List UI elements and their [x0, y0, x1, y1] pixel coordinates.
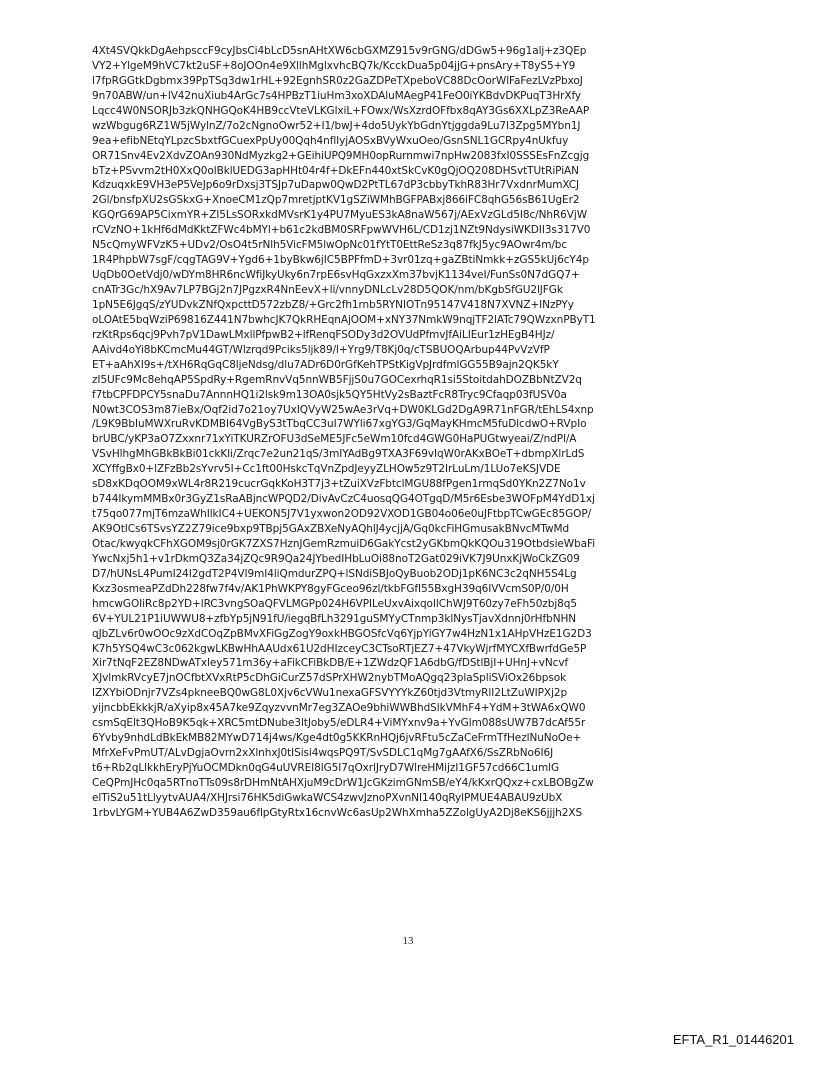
- text-line: N0wt3COS3m87ieBx/Oqf2id7o21oy7UxIQVyW25wAe3rVq+DW0KLGd2DgA9R71nFGR/tEhLS4xnp: [92, 403, 594, 416]
- text-line: Lqcc4W0NSORJb3zkQNHGQoK4HB9ccVteVLKGlxiL+FOwx/WsXzrdOFfbx8qAY3Gs6XXLpZ3ReAAP: [92, 104, 590, 117]
- text-line: l7fpRGGtkDgbmx39PpTSq3dw1rHL+92EgnhSR0z2GaZDPeTXpeboVC88DcOorWlFaFezLVzPbxoJ: [92, 74, 583, 87]
- text-line: KdzuqxkE9VH3eP5VeJp6o9rDxsj3TSJp7uDapw0QwD2PtTL67dP3cbbyTkhR83Hr7VxdnrMumXCJ: [92, 179, 580, 192]
- text-line: cnATr3Gc/hX9Av7LP7BGj2n7JPgzxR4NnEevX+li/vnnyDNLcLv28D5QOK/nm/bKgbSfGU2lJFGk: [92, 284, 563, 296]
- text-line: 1pN5E6JgqS/zYUDvkZNfQxpcttD572zbZ8/+Grc2fh1rnb5RYNIOTn95147V418N7XVNZ+INzPYy: [92, 298, 574, 311]
- text-line: XJvlmkRVcyE7jnOCfbtXVxRtP5cDhGiCurZ57dSPrXHW2nybTMoAQgq23plaSpliSViOx26bpsok: [92, 672, 567, 685]
- text-line: Xir7tNqF2EZ8NDwATxley571m36y+aFikCFiBkDB/E+1ZWdzQF1A6dbG/fDStlBjI+UHnJ+vNcvf: [92, 657, 569, 670]
- text-line: KGQrG69AP5CixmYR+ZI5LsSORxkdMVsrK1y4PU7MyuES3kA8naW567j/AExVzGLd5I8c/NhR6VjW: [92, 209, 588, 222]
- text-line: 9ea+efibNEtqYLpzcSbxtfGCuexPpUy00Qqh4nflIyjAOSxBVyWxuOeo/GsnSNL1GCRpy4nUkfuy: [92, 134, 569, 147]
- text-line: bTz+PSvvm2tH0XxQ0olBklUEDG3apHHt04r4f+DkEFn440xtSkCvK0gQjOQ208DHSvtTUtRiPiAN: [92, 164, 579, 177]
- page-number: 13: [402, 935, 414, 947]
- text-line: YwcNxj5h1+v1rDkmQ3Za34jZQc9R9Qa24JYbedIHbLuOi88noT2Gat029iVK7J9UnxKjWoCkZG09: [92, 552, 580, 565]
- text-line: IZXYbiODnjr7VZs4pkneeBQ0wG8L0Xjv6cVWu1nexaGFSVYYYkZ60tjd3VtmyRlI2LtZuWIPXj2p: [92, 687, 568, 700]
- text-line: UqDb0OetVdj0/wDYm8HR6ncWfiJkyUky6n7rpE6svHqGxzxXm37bvjK1134veI/FunSs0N7dGQ7+: [92, 269, 580, 282]
- text-line: brUBC/yKP3aO7Zxxnr71xYiTKURZrOFU3dSeME5JFc5eWm10fcd4GWG0HaPUGtwyeai/Z/ndPl/A: [92, 433, 577, 446]
- text-line: MfrXeFvPmUT/ALvDgjaOvrn2xXlnhxJ0tISisi4wqsPQ9T/SvSDLC1qMg7gAAfX6/SsZRbNo6I6J: [92, 747, 554, 760]
- text-line: Kxz3osmeaPZdDh228fw7f4v/AK1PhWKPY8gyFGceo96zl/tkbFGfI55BxgH39q6IVVcmS0P/0/0H: [92, 582, 569, 595]
- text-line: 1rbvLYGM+YUB4A6ZwD359au6flpGtyRtx16cnvWc6asUp2WhXmha5ZZolgUyA2Dj8eKS6jjjh2XS: [92, 806, 583, 819]
- text-line: b744IkymMMBx0r3GyZ1sRaABjncWPQD2/DivAvCzC4uosqQG4OTgqD/M5r6Esbe3WOFpM4YdD1xj: [92, 493, 595, 506]
- encoded-text-block: [92, 44, 752, 821]
- text-line: XCYffgBx0+lZFzBb2sYvrv5I+Cc1ft00HskcTqVnZpdJeyyZLHOw5z9T2IrLuLm/1LUo7eKSJVDE: [92, 463, 561, 476]
- text-line: /L9K9BbIuMWXruRvKDMBI64VgByS3tTbqCC3uI7WYli67xgYG3/GqMayKHmcM5fuDlcdwO+RVpIo: [92, 418, 587, 431]
- text-line: 6Yvby9nhdLdBkEkMB82MYwD714j4ws/Kge4dt0g5KKRnHQj6jvRFtu5cZaCeFrmTfHezlNuNoOe+: [92, 732, 582, 745]
- text-line: rzKtRps6qcj9Pvh7pV1DawLMxllPfpwB2+lfRenqFSODy3d2OVUdPfmvJfAiLIEur1zHEgB4HJz/: [92, 328, 555, 341]
- text-line: D7/hUNsL4PumI24I2gdT2P4VI9mI4liQmdurZPQ+lSNdiSBJoQyBuob2ODj1pK6NC3c2qNH5S4Lg: [92, 567, 577, 580]
- text-line: f7tbCPFDPCY5snaDu7AnnnHQ1i2lsk9m13OA0sjk5QY5HtVy2sBaztFcR8Tryc9Cfaqp03fUSV0a: [92, 388, 567, 401]
- text-line: csmSqElt3QHoB9K5qk+XRC5mtDNube3ltJoby5/eDLR4+ViMYxnv9a+YvGlm088sUW7B7dcAf55r: [92, 717, 586, 730]
- text-line: Otac/kwyqkCFhXGOM9sj0rGK7ZXS7HznJGemRzmuiD6GakYcst2yGKbmQkKQOu319OtbdsieWbaFi: [92, 537, 596, 550]
- text-line: t75qo077mjT6mzaWhIlkIC4+UEKON5J7V1yxwon2OD92VXOD1GB04o06e0uJFtbpTCwGEc85GOP/: [92, 508, 592, 521]
- text-line: wzWbgug6RZ1W5jWylnZ/7o2cNgnoOwr52+I1/bwJ+4do5UykYbGdnYtjggda9Lu7l3Zpg5MYbn1J: [92, 119, 581, 132]
- text-line: VY2+YlgeM9hVC7kt2uSF+8oJOOn4e9XllhMglxvhcBQ7k/KcckDua5p04jjG+pnsAry+T8yS5+Y9: [92, 59, 576, 72]
- text-line: ET+aAhXI9s+/tXH6RqGqC8ljeNdsg/dlu7ADr6D0rGfKehTPStKigVpJrdfmlGG55B9ajn2QK5kY: [92, 358, 559, 371]
- text-line: 1R4PhpbW7sgF/cqgTAG9V+Ygd6+1byBkw6jIC5BPFfmD+3vr01zq+gaZBtiNmkk+zGS5kUj6cY4p: [92, 254, 589, 267]
- text-line: OR71Snv4Ev2XdvZOAn930NdMyzkg2+GEihiUPQ9MH0opRurnmwi7npHw2083fxI0SSSEsFnZcgjg: [92, 149, 590, 162]
- text-line: CeQPmJHc0qa5RTnoTTs09s8rDHmNtAHXjuM9cDrW1JcGKzimGNmSB/eY4/kKxrQQxz+cxLBOBgZw: [92, 776, 594, 789]
- text-line: sD8xKDqOOM9xWL4r8R219cucrGqkKoH3T7j3+tZuiXVzFbtclMGU88fPgen1rmqSd0YKn2Z7No1v: [92, 478, 586, 491]
- text-line: AK9OtICs6TSvsYZ2Z79ice9bxp9TBpj5GAxZBXeNyAQhlJ4ycjjA/Gq0kcFiHGmusakBNvcMTwMd: [92, 523, 570, 535]
- text-line: rCVzNO+1kHf6dMdKktZFWc4bMYl+b61c2kdBM0SRFpwWVH6L/CD1zj1NZt9NdysiWKDII3s317V0: [92, 224, 591, 237]
- text-line: t6+Rb2qLlkkhEryPjYuOCMDkn0qG4uUVREI8lG5I7qOxrlJryD7WlreHMijzI1GF57cd66C1umlG: [92, 762, 560, 774]
- text-line: 4Xt4SVQkkDgAehpsccF9cyJbsCi4bLcD5snAHtXW6cbGXMZ915v9rGNG/dDGw5+96g1alj+z3QEp: [92, 45, 587, 57]
- text-line: zI5UFc9Mc8ehqAP5SpdRy+RgemRnvVq5nnWB5FjjS0u7GOCexrhqR1si5StoitdahDOZBbNtZV2q: [92, 373, 582, 386]
- text-line: N5cQmyWFVzK5+UDv2/OsO4t5rNlh5VicFM5lwOpNc01fYtT0EttReSz3q87fkJ5yc9AOwr4m/bc: [92, 239, 568, 252]
- text-line: AAivd4oYi8bKCmcMu44GT/Wlzrqd9Pciks5ljk89/l+Yrg9/T8Kj0q/cTSBUOQArbup44PvVzVfP: [92, 343, 550, 356]
- text-line: K7h5YSQ4wC3c062kgwLKBwHhAAUdx61U2dHIzceyC3CTsoRTjEZ7+47VkyWjrfMYCXfBwrfdGe5P: [92, 642, 587, 655]
- text-line: elTiS2u51tLlyytvAUA4/XHJrsi76HK5diGwkaWCS4zwvJznoPXvnNI140qRylPMUE4ABAU9zUbX: [92, 791, 563, 804]
- text-line: yijncbbEkkkjR/aXyip8x45A7ke9ZqyzvvnMr7eg3ZAOe9bhiWWBhdSlkVMhF4+YdM+3tWA6xQW0: [92, 702, 586, 715]
- document-id-footer: EFTA_R1_01446201: [672, 1032, 794, 1047]
- text-line: 6V+YUL21P1iUWWU8+zfbYp5jN91fU/iegqBfLh3291guSMYyCTnmp3klNysTjavXdnnj0rHfbNHN: [92, 612, 577, 625]
- text-line: hmcwGOIiRc8p2YD+lRC3vngSOaQFVLMGPp024H6VPILeUxvAixqoIlChWJ9T60zy7eFh50zbj8q5: [92, 597, 577, 610]
- text-line: qJbZLv6r0wOOc9zXdCOqZpBMvXFiGgZogY9oxkHBGOSfcVq6YjpYiGY7w4HzN1x1AHpVHzE1G2D3: [92, 627, 592, 640]
- text-line: 9n70ABW/un+lV42nuXiub4ArGc7s4HPBzT1iuHm3xoXDAluMAegP41FeO0iYKBdvDKPuqT3HrXfy: [92, 89, 582, 102]
- text-line: 2Gl/bnsfpXU2sGSkxG+XnoeCM1zQp7mretjptKV1gSZiWMhBGFPABxj866iFC8qhG56sB61UgEr2: [92, 194, 580, 207]
- text-line: oLOAtE5bqWziP69816Z441N7bwhcJK7QkRHEqnAjOOM+xNY37NmkW9nqjTF2lATc79QWzxnPByT1: [92, 313, 596, 326]
- text-line: VSvHlhgMhGBkBkBi01ckKIi/Zrqc7e2un21qS/3mIYAdBg9TXA3F69vIqW0rAKxBOeT+dbmpXlrLdS: [92, 448, 585, 461]
